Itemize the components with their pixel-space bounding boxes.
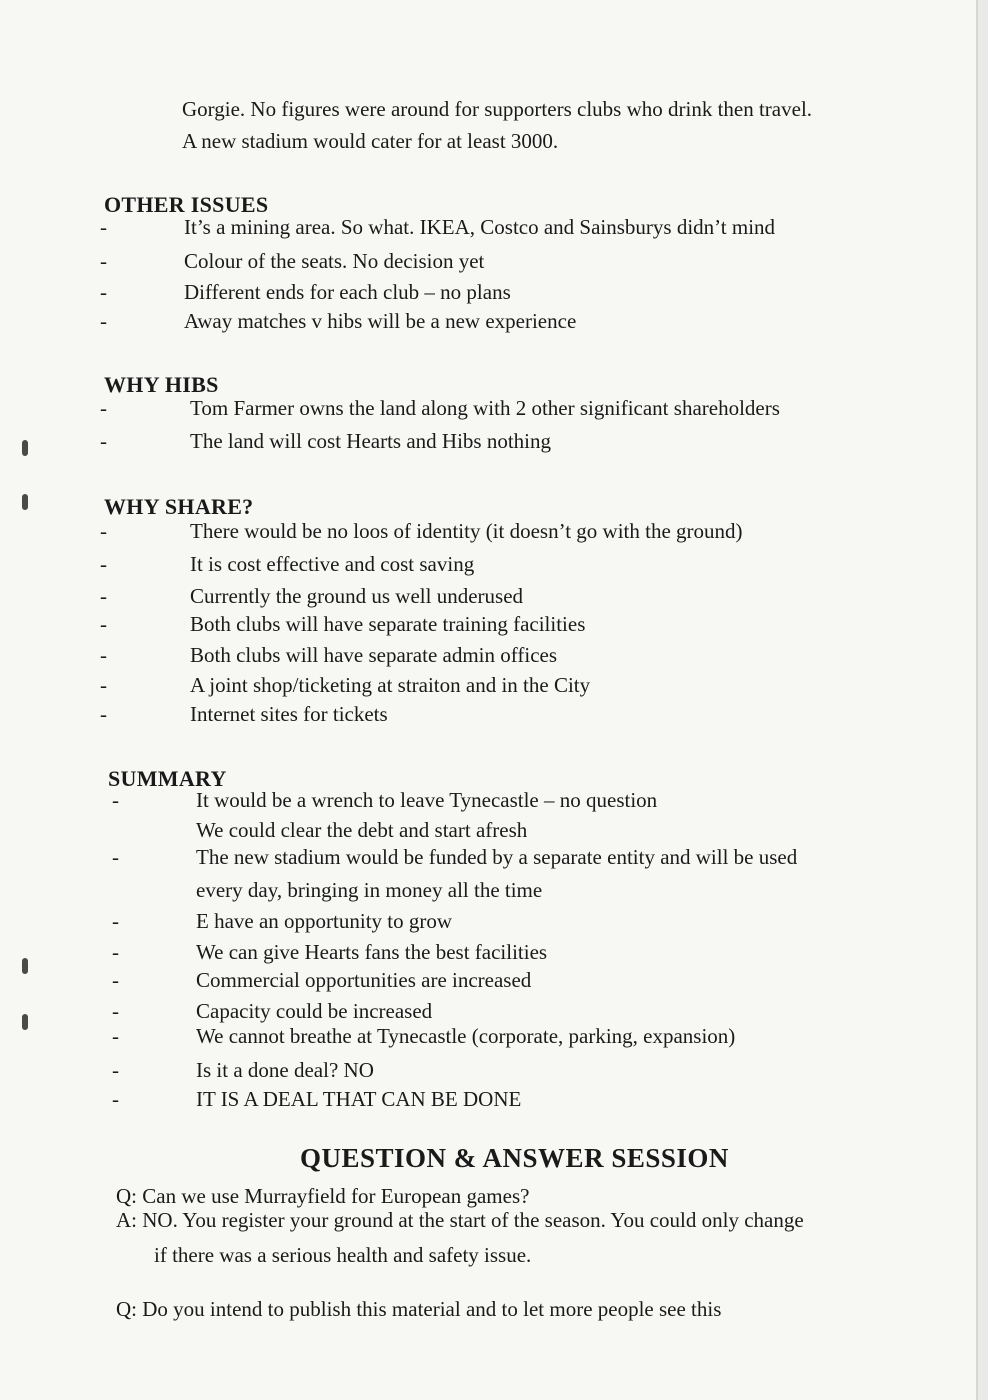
bullet-dash: - xyxy=(112,788,119,812)
bullet-dash: - xyxy=(112,1024,119,1048)
list-item-text: The land will cost Hearts and Hibs nothing xyxy=(190,429,552,453)
intro-paragraph xyxy=(182,93,812,157)
binding-hole-mark xyxy=(22,1014,28,1030)
bullet-dash: - xyxy=(100,584,107,608)
qa-line: A: NO. You register your ground at the start of the season. You could only change xyxy=(116,1208,804,1232)
list-item-text: We cannot breathe at Tynecastle (corporate, parking, expansion) xyxy=(196,1024,736,1048)
bullet-dash: - xyxy=(100,612,107,636)
bullet-dash: - xyxy=(100,643,107,667)
bullet-dash: - xyxy=(100,673,107,697)
list-item-text: every day, bringing in money all the time xyxy=(196,878,543,902)
list-item-text: Both clubs will have separate training facilities xyxy=(190,612,586,636)
intro-line: Gorgie. No figures were around for supporters clubs who drink then travel. xyxy=(182,97,813,121)
bullet-dash: - xyxy=(112,940,119,964)
list-item-text: Currently the ground us well underused xyxy=(190,584,524,608)
qa-section-title: QUESTION & ANSWER SESSION xyxy=(300,1143,729,1173)
bullet-dash: - xyxy=(100,280,107,304)
list-item-text: Away matches v hibs will be a new experience xyxy=(184,309,577,333)
list-item-text: Both clubs will have separate admin offices xyxy=(190,643,558,667)
section-heading-why-share: WHY SHARE? xyxy=(104,494,254,519)
bullet-dash: - xyxy=(100,552,107,576)
bullet-dash: - xyxy=(100,519,107,543)
list-item-text: It is cost effective and cost saving xyxy=(190,552,475,576)
bullet-dash: - xyxy=(112,845,119,869)
list-item-text: We can give Hearts fans the best facilities xyxy=(196,940,548,964)
qa-line: Q: Can we use Murrayfield for European games? xyxy=(116,1184,530,1208)
qa-line: Q: Do you intend to publish this material and to let more people see this xyxy=(116,1297,722,1321)
list-item-text: We could clear the debt and start afresh xyxy=(196,818,528,842)
list-item-text: Capacity could be increased xyxy=(196,999,433,1023)
bullet-dash: - xyxy=(100,309,107,333)
section-heading-summary: SUMMARY xyxy=(108,766,227,791)
list-item-text: IT IS A DEAL THAT CAN BE DONE xyxy=(196,1087,522,1111)
bullet-dash: - xyxy=(100,396,107,420)
bullet-dash: - xyxy=(112,1058,119,1082)
bullet-dash: - xyxy=(100,429,107,453)
bullet-dash: - xyxy=(112,968,119,992)
section-heading-why-hibs: WHY HIBS xyxy=(104,372,219,397)
list-item-text: The new stadium would be funded by a separate entity and will be used xyxy=(196,845,798,869)
bullet-dash: - xyxy=(100,702,107,726)
list-item-text: It would be a wrench to leave Tynecastle – no question xyxy=(196,788,658,812)
list-item-text: Internet sites for tickets xyxy=(190,702,388,726)
bullet-dash: - xyxy=(100,215,107,239)
intro-line: A new stadium would cater for at least 3000. xyxy=(182,129,559,153)
section-heading-other-issues: OTHER ISSUES xyxy=(104,192,269,217)
list-item-text: Is it a done deal? NO xyxy=(196,1058,374,1082)
binding-hole-mark xyxy=(22,958,28,974)
bullet-dash: - xyxy=(100,249,107,273)
list-item-text: E have an opportunity to grow xyxy=(196,909,453,933)
qa-line: if there was a serious health and safety issue. xyxy=(154,1243,532,1267)
binding-hole-mark xyxy=(22,440,28,456)
bullet-dash: - xyxy=(112,999,119,1023)
list-item-text: Colour of the seats. No decision yet xyxy=(184,249,485,273)
list-item-text: It’s a mining area. So what. IKEA, Costco and Sainsburys didn’t mind xyxy=(184,215,776,239)
list-item-text: Commercial opportunities are increased xyxy=(196,968,532,992)
binding-hole-mark xyxy=(22,494,28,510)
list-item-text: There would be no loos of identity (it doesn’t go with the ground) xyxy=(190,519,743,543)
list-item-text: Tom Farmer owns the land along with 2 other significant shareholders xyxy=(190,396,780,420)
list-item-text: Different ends for each club – no plans xyxy=(184,280,511,304)
bullet-dash: - xyxy=(112,1087,119,1111)
list-item-text: A joint shop/ticketing at straiton and in the City xyxy=(190,673,591,697)
bullet-dash: - xyxy=(112,909,119,933)
